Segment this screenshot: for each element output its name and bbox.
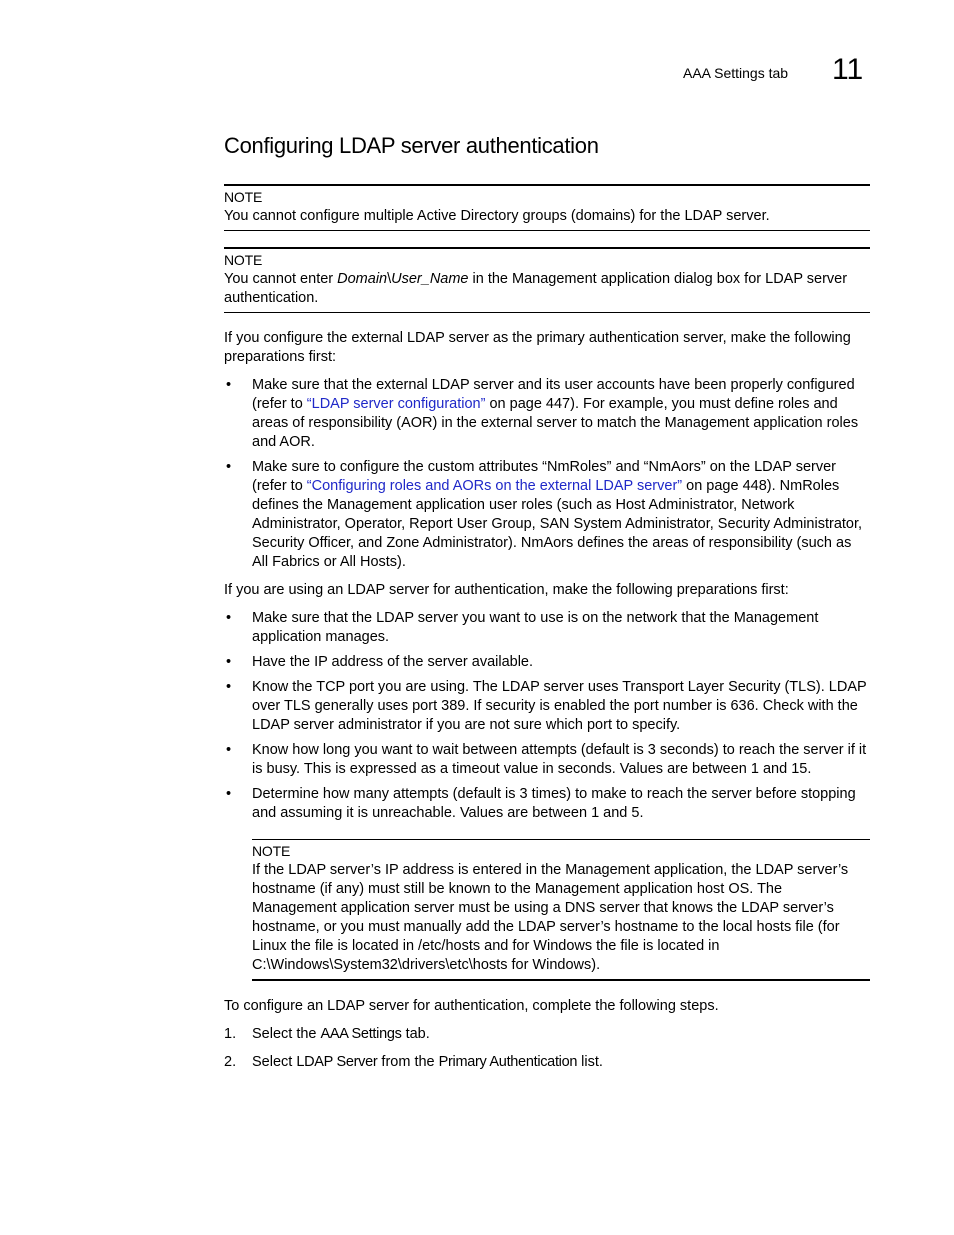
list-item: • Know how long you want to wait between attempts (default is 3 seconds) to reach the server if it is busy. This is expressed as a timeout value in seconds. Values are between 1 and 15. — [224, 741, 870, 779]
list-item: • Determine how many attempts (default is 3 times) to make to reach the server before stopping and assuming it is unreachable. Values are between 1 and 5. — [224, 785, 870, 823]
preparation-list-2 — [224, 609, 870, 823]
note-text — [224, 270, 870, 308]
list-item — [224, 458, 870, 572]
note-text-part: \ — [387, 271, 392, 287]
note-text-part: You cannot enter — [224, 271, 338, 287]
section-title: Configuring LDAP server authentication — [224, 133, 599, 158]
note-text-part: in the Management application dialog box for LDAP server authentication. — [224, 271, 848, 306]
running-header-section: AAA Settings tab — [683, 65, 789, 81]
note-label: NOTE — [224, 252, 263, 268]
list-item — [224, 376, 870, 452]
steps-list — [224, 1025, 870, 1072]
step-item — [224, 1025, 870, 1044]
intro-paragraph-2: If you are using an LDAP server for authentication, make the following preparations first: — [224, 582, 789, 598]
note-label: NOTE — [224, 189, 263, 205]
note-box-3 — [252, 839, 870, 981]
list-item-text: on page 447). For example, you must define roles and areas of responsibility (AOR) in the external server to match the Management application roles and AOR. — [252, 396, 859, 450]
step-text: from the — [377, 1054, 439, 1070]
ui-term: LDAP Server — [296, 1054, 378, 1070]
step-number: 1. — [224, 1026, 237, 1042]
steps-intro: To configure an LDAP server for authentication, complete the following steps. — [224, 998, 719, 1014]
list-item: • Know the TCP port you are using. The LDAP server uses Transport Layer Security (TLS). LDAP over TLS generally uses port 389. If security is enabled the port number is 636. Check with the LDAP server administrator if you are not sure which port to specify. — [224, 678, 870, 735]
ui-term: Primary Authentication — [438, 1054, 578, 1070]
list-item-text: Make sure to configure the custom attributes “NmRoles” and “NmAors” on the LDAP server (refer to — [252, 459, 836, 494]
step-text: Select — [252, 1054, 297, 1070]
ui-term: AAA Settings — [320, 1026, 402, 1042]
list-item-text: on page 448). NmRoles defines the Management application user roles (such as Host Administrator, Network Administrator, Operator, Report User Group, SAN System Administrator, Security Administrator, Security Officer, and Zone Administrator). NmAors defines the areas of responsibility (such as All Fabrics or All Hosts). — [252, 478, 863, 570]
note-box-2 — [224, 247, 870, 313]
step-number: 2. — [224, 1054, 237, 1070]
page-content — [224, 130, 870, 1081]
intro-paragraph-1: If you configure the external LDAP server as the primary authentication server, make the following preparations first: — [224, 330, 851, 365]
step-text: list. — [577, 1054, 603, 1070]
step-text: Select the — [252, 1026, 321, 1042]
chapter-number: 11 — [832, 53, 864, 86]
preparation-list-1 — [224, 376, 870, 572]
list-item-text: Make sure that the external LDAP server and its user accounts have been properly configured (refer to — [252, 377, 855, 412]
note-text: You cannot configure multiple Active Directory groups (domains) for the LDAP server. — [224, 208, 770, 224]
step-text: tab. — [401, 1026, 430, 1042]
cross-reference-link[interactable]: “LDAP server configuration” — [306, 396, 486, 412]
step-item — [224, 1053, 870, 1072]
note-box-1 — [224, 184, 870, 231]
note-text-emphasis: Domain — [337, 271, 388, 287]
cross-reference-link[interactable]: “Configuring roles and AORs on the external LDAP server” — [306, 478, 683, 494]
list-item: • Make sure that the LDAP server you want to use is on the network that the Management application manages. — [224, 609, 870, 647]
note-label: NOTE — [252, 843, 291, 859]
list-item: • Have the IP address of the server available. — [224, 653, 870, 672]
note-text: If the LDAP server’s IP address is entered in the Management application, the LDAP server’s hostname (if any) must still be known to the Management application host OS. The Management application server must be using a DNS server that knows the LDAP server’s hostname, or you must manually add the LDAP server’s hostname to the local hosts file (for Linux the file is located in /etc/hosts and for Windows the file is located in C:\Windows\System32\drivers\etc\hosts for Windows). — [252, 862, 849, 973]
note-text-emphasis: User_Name — [391, 271, 469, 287]
